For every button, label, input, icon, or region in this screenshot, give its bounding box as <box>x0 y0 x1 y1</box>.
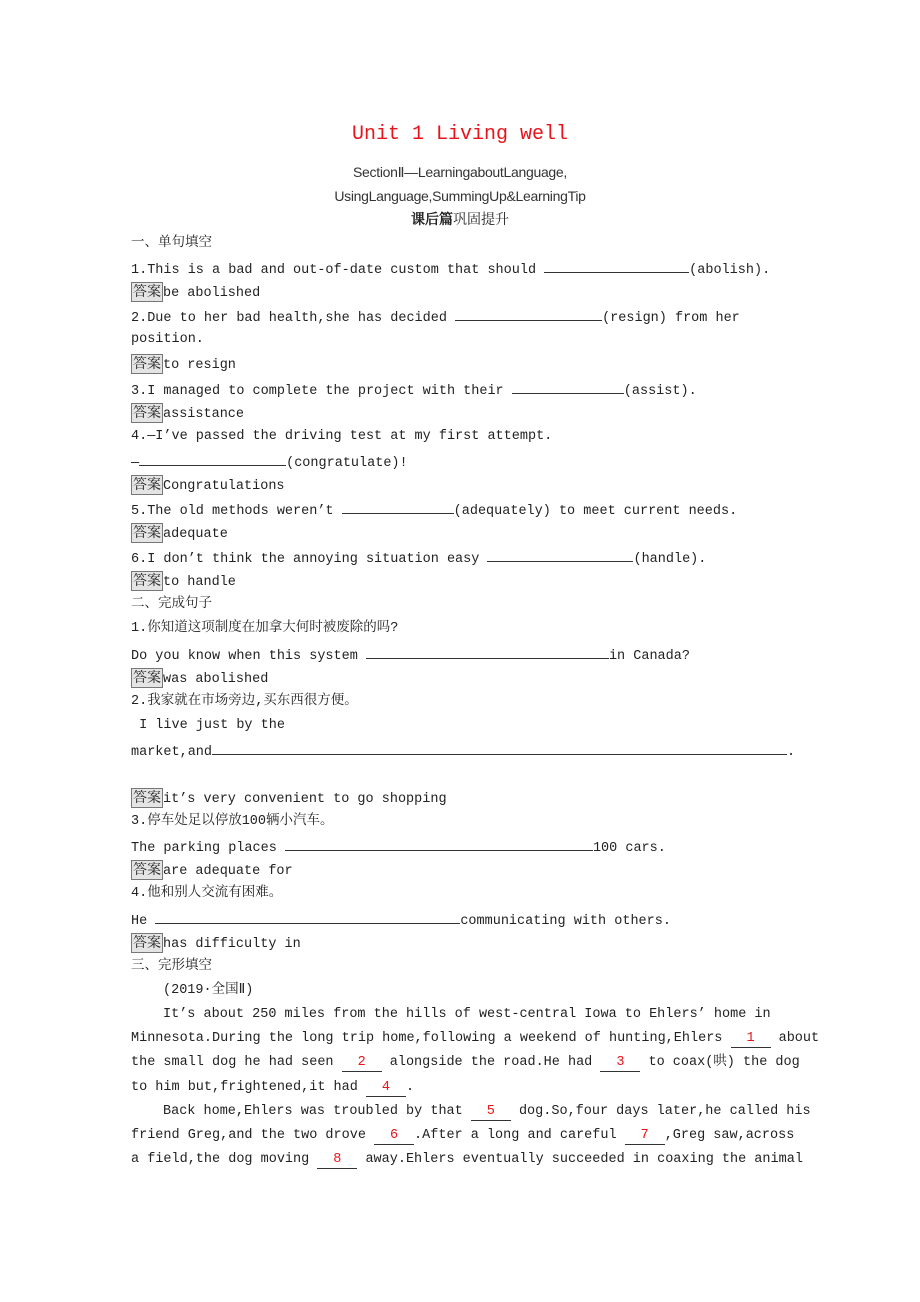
answer-label: 答案 <box>133 670 161 686</box>
doc-title: Unit 1 Living well <box>351 123 569 146</box>
cloze-blank: 7 <box>625 1128 665 1145</box>
text-segment: Congratulations <box>163 479 285 494</box>
answer-label: 答案 <box>133 935 161 951</box>
cloze-blank: 1 <box>731 1031 771 1048</box>
cloze-blank: 4 <box>366 1080 406 1097</box>
p1-q4: 4.—I’ve passed the driving test at my first attempt. <box>131 429 553 444</box>
text-segment: . <box>787 745 796 760</box>
p1-a1 <box>131 282 260 304</box>
cloze-blank: 6 <box>374 1128 414 1145</box>
cloze-line <box>131 1053 800 1073</box>
p1-a4 <box>131 475 285 497</box>
subtitle-line2: UsingLanguage,SummingUp&LearningTip <box>334 188 586 204</box>
blank <box>342 499 454 514</box>
blank <box>366 644 609 659</box>
blank <box>155 909 460 924</box>
blank <box>487 547 633 562</box>
text-segment: The parking places <box>131 841 285 856</box>
text-segment: 2.Due to her bad health,she has decided <box>131 311 456 326</box>
text-segment: to handle <box>163 575 236 590</box>
text-segment: (handle). <box>633 552 707 567</box>
text-segment: in Canada? <box>608 649 690 664</box>
text-segment: market,and <box>131 745 213 760</box>
text-segment: ,Greg saw,across <box>664 1128 795 1143</box>
answer-label: 答案 <box>133 356 161 372</box>
p1-q6 <box>131 547 706 570</box>
part1-title: 一、单句填空 <box>131 236 212 251</box>
p1-q5 <box>131 499 737 522</box>
cloze-line <box>131 1029 819 1049</box>
p2-q1 <box>131 644 690 667</box>
answer-label: 答案 <box>133 477 161 493</box>
text-segment: dog.So,four days later,he called his <box>510 1104 811 1119</box>
blank <box>544 258 689 273</box>
text-segment: (adequately) to meet current needs. <box>453 504 738 519</box>
text-segment: 6.I don’t think the annoying situation easy <box>131 552 488 567</box>
text-segment: He <box>131 914 156 929</box>
p2-a3 <box>131 860 293 882</box>
blank <box>139 451 286 466</box>
heading-bold: 课后篇 <box>411 212 453 228</box>
p2-q2: I live just by the <box>131 718 285 733</box>
answer-label: 答案 <box>133 862 161 878</box>
text-segment: — <box>131 456 140 471</box>
p2-q3 <box>131 836 666 859</box>
text-segment: 100 cars. <box>592 841 666 856</box>
text-segment: Back home,Ehlers was troubled by that <box>163 1104 471 1119</box>
text-segment: 3.I managed to complete the project with their <box>131 384 512 399</box>
blank <box>212 740 787 755</box>
part2-title: 二、完成句子 <box>131 597 212 612</box>
p1-a3 <box>131 403 244 425</box>
cloze-line <box>131 1126 794 1146</box>
text-segment: 5.The old methods weren’t <box>131 504 342 519</box>
text-segment: be abolished <box>163 286 261 301</box>
text-segment: 1.This is a bad and out-of-date custom that should <box>131 263 545 278</box>
text-segment: Do you know when this system <box>131 649 366 664</box>
text-segment: to coax(哄) the dog <box>640 1055 800 1070</box>
text-segment: it’s very convenient to go shopping <box>163 792 447 807</box>
cloze-line: It’s about 250 miles from the hills of west-central Iowa to Ehlers’ home in <box>163 1007 771 1022</box>
text-segment: to him but,frightened,it had <box>131 1080 366 1095</box>
text-segment: was abolished <box>163 672 269 687</box>
p2-q1-cn: 1.你知道这项制度在加拿大何时被废除的吗? <box>131 621 399 636</box>
subtitle-line1: SectionⅡ—LearningaboutLanguage, <box>353 164 567 180</box>
text-segment: away.Ehlers eventually succeeded in coaxing the animal <box>357 1152 803 1167</box>
p1-q2-cont: position. <box>131 332 204 347</box>
part3-title: 三、完形填空 <box>131 959 212 974</box>
p1-a6 <box>131 571 236 593</box>
heading-rest: 巩固提升 <box>453 212 509 228</box>
cloze-line <box>131 1078 414 1098</box>
text-segment: (resign) from her <box>602 311 740 326</box>
text-segment: to resign <box>163 358 236 373</box>
cloze-line <box>163 1102 811 1122</box>
cloze-source: (2019·全国Ⅱ) <box>163 983 254 998</box>
answer-label: 答案 <box>133 573 161 589</box>
p2-q4 <box>131 909 671 932</box>
answer-label: 答案 <box>133 790 161 806</box>
cloze-blank: 2 <box>342 1055 382 1072</box>
blank <box>285 836 593 851</box>
text-segment: the small dog he had seen <box>131 1055 342 1070</box>
text-segment: alongside the road.He had <box>381 1055 601 1070</box>
text-segment: has difficulty in <box>163 937 301 952</box>
p2-q2-cn: 2.我家就在市场旁边,买东西很方便。 <box>131 694 358 709</box>
p1-q2 <box>131 306 740 329</box>
answer-label: 答案 <box>133 405 161 421</box>
text-segment: (abolish). <box>689 263 771 278</box>
p1-q4-reply <box>131 451 408 474</box>
cloze-blank: 5 <box>471 1104 511 1121</box>
p1-a2 <box>131 354 236 376</box>
p2-q3-cn: 3.停车处足以停放100辆小汽车。 <box>131 814 334 829</box>
text-segment: (congratulate)! <box>286 456 408 471</box>
text-segment: assistance <box>163 407 245 422</box>
cloze-blank: 3 <box>600 1055 640 1072</box>
blank <box>455 306 602 321</box>
text-segment: (assist). <box>623 384 697 399</box>
text-segment: Minnesota.During the long trip home,following a weekend of hunting,Ehlers <box>131 1031 731 1046</box>
text-segment: . <box>405 1080 415 1095</box>
cloze-line <box>131 1150 803 1170</box>
section-heading <box>0 210 920 230</box>
p2-q2-cont <box>131 740 795 763</box>
p2-a4 <box>131 933 301 955</box>
text-segment: adequate <box>163 527 228 542</box>
p2-a2 <box>131 788 447 810</box>
p1-a5 <box>131 523 228 545</box>
p2-a1 <box>131 668 268 690</box>
text-segment: .After a long and careful <box>414 1128 625 1143</box>
text-segment: about <box>770 1031 820 1046</box>
p2-q4-cn: 4.他和别人交流有困难。 <box>131 886 283 901</box>
answer-label: 答案 <box>133 525 161 541</box>
cloze-blank: 8 <box>317 1152 357 1169</box>
text-segment: friend Greg,and the two drove <box>131 1128 375 1143</box>
p1-q3 <box>131 379 697 402</box>
p1-q1 <box>131 258 770 281</box>
answer-label: 答案 <box>133 284 161 300</box>
text-segment: are adequate for <box>163 864 293 879</box>
text-segment: communicating with others. <box>460 914 671 929</box>
text-segment: a field,the dog moving <box>131 1152 318 1167</box>
blank <box>512 379 624 394</box>
